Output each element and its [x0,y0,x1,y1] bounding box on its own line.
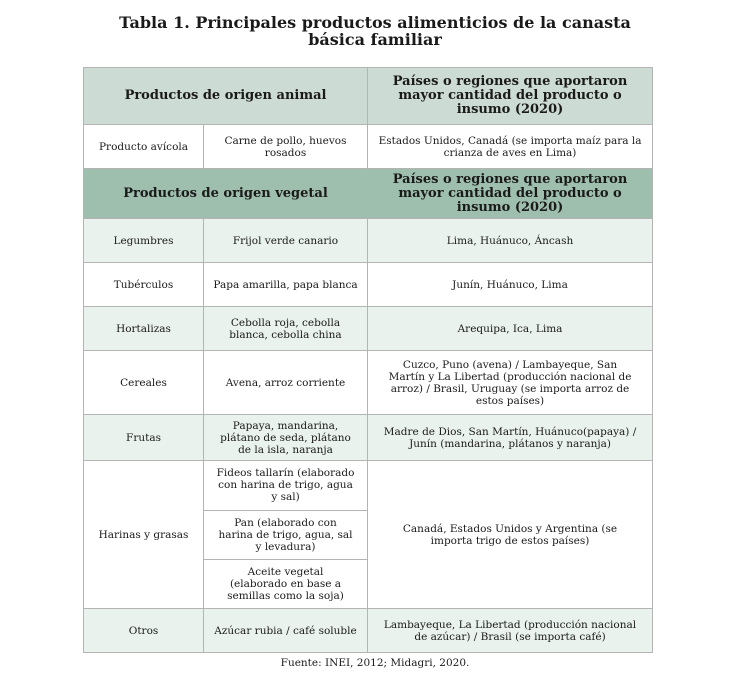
table-row-otros [84,609,653,653]
table-row [84,307,653,351]
header-animal-products: Productos de origen animal [84,68,368,125]
products-cell: Frijol verde canario [204,219,368,263]
harinas-products-list [204,461,367,608]
origin-cell: Cuzco, Puno (avena) / Lambayeque, San Martín y La Libertad (producción nacional de arroz) / Brasil, Uruguay (se importa arroz de estos países) [368,351,653,415]
products-cell: Papa amarilla, papa blanca [204,263,368,307]
origin-cell: Madre de Dios, San Martín, Huánuco(papaya) / Junín (mandarina, plátanos y naranja) [368,415,653,461]
products-cell: Papaya, mandarina, plátano de seda, plátano de la isla, naranja [204,415,368,461]
category-cell: Legumbres [84,219,204,263]
products-cell: Cebolla roja, cebolla blanca, cebolla china [204,307,368,351]
origin-cell: Arequipa, Ica, Lima [368,307,653,351]
category-cell: Frutas [84,415,204,461]
category-cell: Producto avícola [84,125,204,169]
category-cell: Cereales [84,351,204,415]
header-row-vegetal [84,169,653,219]
header-row-animal [84,68,653,125]
table-row [84,219,653,263]
header-vegetal-products: Productos de origen vegetal [84,169,368,219]
table-row [84,351,653,415]
table-row-harinas [84,461,653,609]
table-row [84,263,653,307]
category-cell: Tubérculos [84,263,204,307]
header-animal-origin: Países o regiones que aportaron mayor cantidad del producto o insumo (2020) [368,68,653,125]
table-row [84,415,653,461]
origin-cell: Estados Unidos, Canadá (se importa maíz para la crianza de aves en Lima) [368,125,653,169]
products-cell: Carne de pollo, huevos rosados [204,125,368,169]
category-cell: Harinas y grasas [84,461,204,609]
category-cell: Hortalizas [84,307,204,351]
product-item: Fideos tallarín (elaborado con harina de trigo, agua y sal) [204,461,367,510]
table-row-avicola [84,125,653,169]
origin-cell: Canadá, Estados Unidos y Argentina (se importa trigo de estos países) [368,461,653,609]
origin-cell: Lima, Huánuco, Áncash [368,219,653,263]
table-title-line-2: básica familiar [308,30,442,49]
header-vegetal-origin: Países o regiones que aportaron mayor cantidad del producto o insumo (2020) [368,169,653,219]
table-title-line-1: Tabla 1. Principales productos alimenticios de la canasta [119,13,631,32]
category-cell: Otros [84,609,204,653]
products-cell: Avena, arroz corriente [204,351,368,415]
product-item: Aceite vegetal (elaborado en base a semillas como la soja) [204,559,367,608]
products-cell: Azúcar rubia / café soluble [204,609,368,653]
food-basket-table [83,67,653,653]
product-item: Pan (elaborado con harina de trigo, agua, sal y levadura) [204,510,367,559]
source-note: Fuente: INEI, 2012; Midagri, 2020. [280,657,470,669]
products-cell-group [204,461,368,609]
table-title [0,14,750,48]
origin-cell: Lambayeque, La Libertad (producción nacional de azúcar) / Brasil (se importa café) [368,609,653,653]
origin-cell: Junín, Huánuco, Lima [368,263,653,307]
